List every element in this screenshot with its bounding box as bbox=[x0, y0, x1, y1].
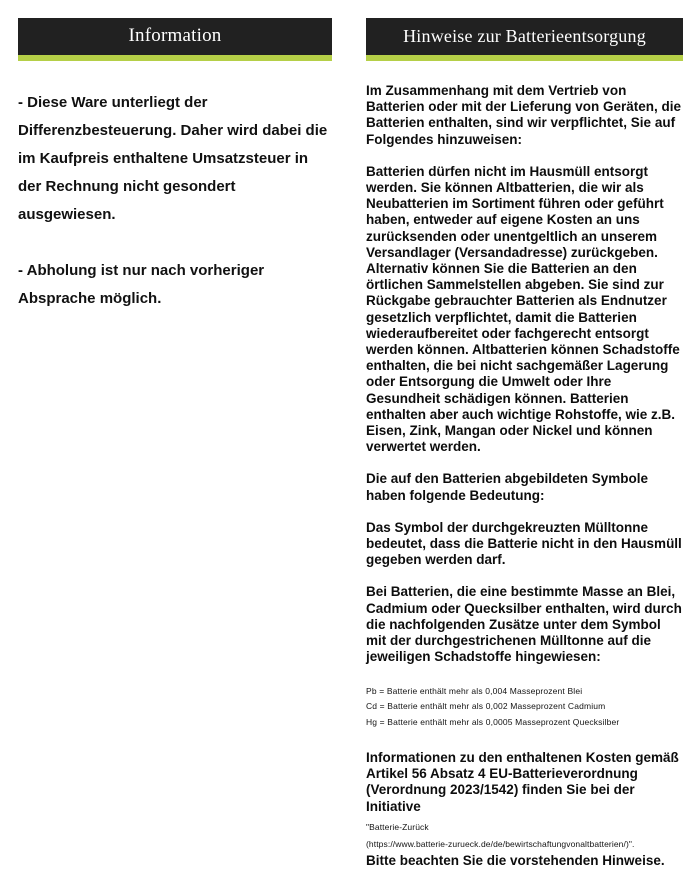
legend-line-pb: Pb = Batterie enthält mehr als 0,004 Masseprozent Blei bbox=[366, 685, 583, 696]
battery-paragraph-disposal-duties: Batterien dürfen nicht im Hausmüll entsorgt werden. Sie können Altbatterien, die wir als Neubatterien im Sortiment führen oder geführt haben, entweder auf eigene Kosten an uns zurücksenden oder unentgeltlich an unserem Versandlager (Versandadresse) zurückgeben. Alternativ können Sie die Batterien an den örtlichen Sammelstellen abgeben. Sie sind zur Rückgabe gebrauchter Batterien als Endnutzer gesetzlich verpflichtet, damit die Batterien wiederaufbereitet oder fachgerecht entsorgt werden können. Altbatterien können Schadstoffe enthalten, die bei nicht sachgemäßer Lagerung oder Entsorgung die Umwelt oder Ihre Gesundheit schädigen können. Batterien enthalten aber auch wichtige Rohstoffe, wie z.B. Eisen, Zink, Mangan oder Nickel und können verwertet werden. bbox=[366, 163, 680, 455]
battery-disposal-title: Hinweise zur Batterieentsorgung bbox=[403, 26, 646, 46]
information-column bbox=[0, 0, 354, 313]
information-header-bar bbox=[18, 18, 332, 55]
battery-paragraph-symbols-intro: Die auf den Batterien abgebildeten Symbole haben folgende Bedeutung: bbox=[366, 471, 649, 503]
information-title: Information bbox=[128, 25, 222, 46]
battery-paragraph-hazard-additives: Bei Batterien, die eine bestimmte Masse an Blei, Cadmium oder Quecksilber enthalten, wird durch die nachfolgenden Zusätze unter dem Symbol mit der durchgestrichenen Mülltonne auf die jeweiligen Schadstoffe hingewiesen: bbox=[366, 584, 682, 665]
battery-closing-note: Bitte beachten Sie die vorstehenden Hinweise. bbox=[366, 852, 665, 868]
initiative-url[interactable]: (https://www.batterie-zurueck.de/de/bewirtschaftungvonaltbatterien/)". bbox=[366, 838, 635, 849]
legend-line-hg: Hg = Batterie enthält mehr als 0,0005 Masseprozent Quecksilber bbox=[366, 716, 620, 727]
battery-paragraph-intro: Im Zusammenhang mit dem Vertrieb von Batterien oder mit der Lieferung von Geräten, die Batterien enthalten, sind wir verpflichtet, Sie auf Folgendes hinzuweisen: bbox=[366, 83, 682, 147]
battery-paragraph-crossed-bin: Das Symbol der durchgekreuzten Mülltonne bedeutet, dass die Batterie nicht in den Hausmüll gegeben werden darf. bbox=[366, 519, 682, 568]
information-body bbox=[18, 89, 332, 313]
information-paragraph-differenzbesteuerung: - Diese Ware unterliegt der Differenzbesteuerung. Daher wird dabei die im Kaufpreis enthaltene Umsatzsteuer in der Rechnung nicht gesondert ausgewiesen. bbox=[18, 94, 328, 223]
battery-disposal-accent-rule bbox=[366, 55, 683, 61]
information-accent-rule bbox=[18, 55, 332, 61]
battery-paragraph-cost-information: Informationen zu den enthaltenen Kosten gemäß Artikel 56 Absatz 4 EU-Batterieverordnung (Verordnung 2023/1542) finden Sie bei der Initiative bbox=[366, 750, 679, 814]
battery-disposal-column bbox=[354, 0, 700, 885]
battery-disposal-header-bar bbox=[366, 18, 683, 55]
legend-line-cd: Cd = Batterie enthält mehr als 0,002 Masseprozent Cadmium bbox=[366, 701, 606, 711]
substance-legend bbox=[366, 684, 683, 731]
initiative-reference bbox=[366, 819, 683, 853]
initiative-name: "Batterie-Zurück bbox=[366, 821, 429, 832]
battery-disposal-body bbox=[366, 83, 683, 869]
information-paragraph-abholung: - Abholung ist nur nach vorheriger Absprache möglich. bbox=[18, 262, 265, 307]
